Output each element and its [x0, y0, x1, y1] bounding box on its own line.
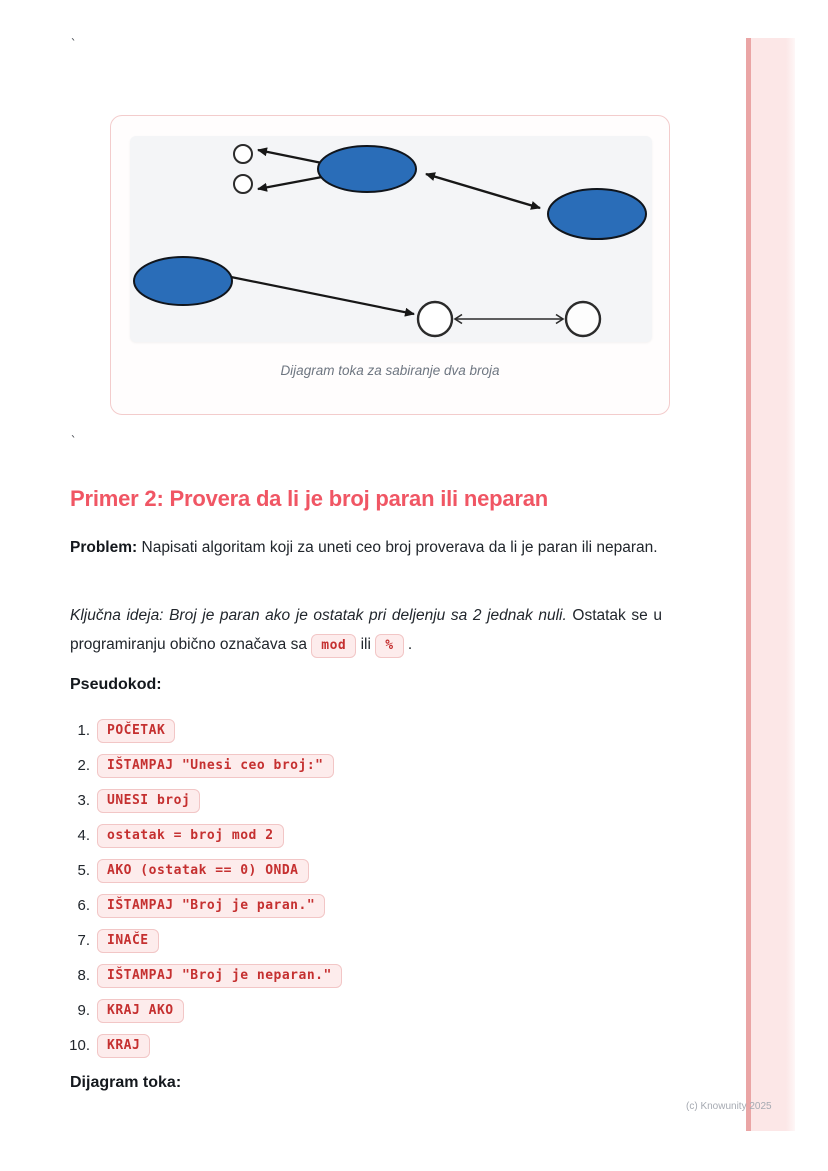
pseudocode-list-item — [50, 1034, 342, 1057]
circle-node-B — [566, 302, 600, 336]
inline-code-chip-mod: mod — [311, 634, 356, 658]
figure-card — [110, 115, 670, 415]
problem-label: Problem: — [70, 539, 138, 556]
figure-caption: Dijagram toka za sabiranje dva broja — [280, 363, 500, 378]
small-circle-node-1 — [234, 145, 252, 163]
circle-node-A — [418, 302, 452, 336]
problem-paragraph — [70, 534, 662, 563]
list-item-number: 7. — [77, 932, 90, 949]
section-heading: Primer 2: Provera da li je broj paran ili neparan — [70, 486, 549, 511]
list-item-number: 4. — [77, 827, 90, 844]
list-item-number: 3. — [77, 792, 90, 809]
code-chip: IŠTAMPAJ "Broj je neparan." — [97, 964, 342, 988]
code-chip: INAČE — [97, 929, 159, 953]
list-item-number: 9. — [77, 1002, 90, 1019]
pseudocode-list-item — [50, 824, 342, 847]
stray-backtick-middle: ` — [70, 434, 78, 448]
idea-paragraph — [70, 602, 662, 659]
pseudocode-label: Pseudokod: — [70, 676, 162, 693]
pseudocode-list-item — [50, 894, 342, 917]
arrow-ellipse3-to-circleA — [231, 277, 414, 314]
code-chip: KRAJ AKO — [97, 999, 184, 1023]
idea-italic-text: Ključna ideja: Broj je paran ako je ostatak pri deljenju sa 2 jednak nuli. — [70, 607, 567, 624]
arrow-to-small-circle-1 — [258, 150, 322, 163]
pseudocode-list-item — [50, 719, 342, 742]
pseudocode-list-item — [50, 859, 342, 882]
pseudocode-list-item — [50, 929, 342, 952]
idea-period: . — [407, 635, 413, 653]
code-chip: ostatak = broj mod 2 — [97, 824, 284, 848]
list-item-number: 10. — [69, 1037, 90, 1054]
code-chip: KRAJ — [97, 1034, 150, 1058]
flow-diagram-image — [130, 136, 652, 342]
list-item-number: 1. — [77, 722, 90, 739]
code-chip: UNESI broj — [97, 789, 200, 813]
list-item-number: 2. — [77, 757, 90, 774]
blue-ellipse-node-2 — [548, 189, 646, 239]
pseudocode-list-item — [50, 999, 342, 1022]
code-chip: IŠTAMPAJ "Unesi ceo broj:" — [97, 754, 334, 778]
pseudocode-list-item — [50, 789, 342, 812]
list-item-number: 8. — [77, 967, 90, 984]
diagram-label: Dijagram toka: — [70, 1074, 182, 1091]
code-chip: POČETAK — [97, 719, 175, 743]
problem-text: Napisati algoritam koji za uneti ceo broj proverava da li je paran ili neparan. — [141, 539, 658, 556]
code-chip: IŠTAMPAJ "Broj je paran." — [97, 894, 325, 918]
code-chip: AKO (ostatak == 0) ONDA — [97, 859, 309, 883]
blue-ellipse-node-3 — [134, 257, 232, 305]
copyright-text: (c) Knowunity 2025 — [686, 1101, 772, 1112]
arrow-to-small-circle-2 — [258, 177, 322, 189]
idea-rest-text: Ostatak se u programiranju obično označava sa — [70, 607, 662, 653]
stray-backtick-top: ` — [70, 37, 78, 51]
small-circle-node-2 — [234, 175, 252, 193]
double-arrow-ellipse1-ellipse2 — [426, 174, 540, 208]
pseudocode-list-item — [50, 964, 342, 987]
list-item-number: 6. — [77, 897, 90, 914]
flow-diagram — [130, 136, 652, 342]
pseudocode-list — [50, 719, 342, 1069]
right-margin-bar — [746, 38, 795, 1131]
pseudocode-list-item — [50, 754, 342, 777]
idea-ili-text: ili — [360, 635, 371, 653]
inline-code-chip-percent: % — [375, 634, 403, 658]
list-item-number: 5. — [77, 862, 90, 879]
blue-ellipse-node-1 — [318, 146, 416, 192]
